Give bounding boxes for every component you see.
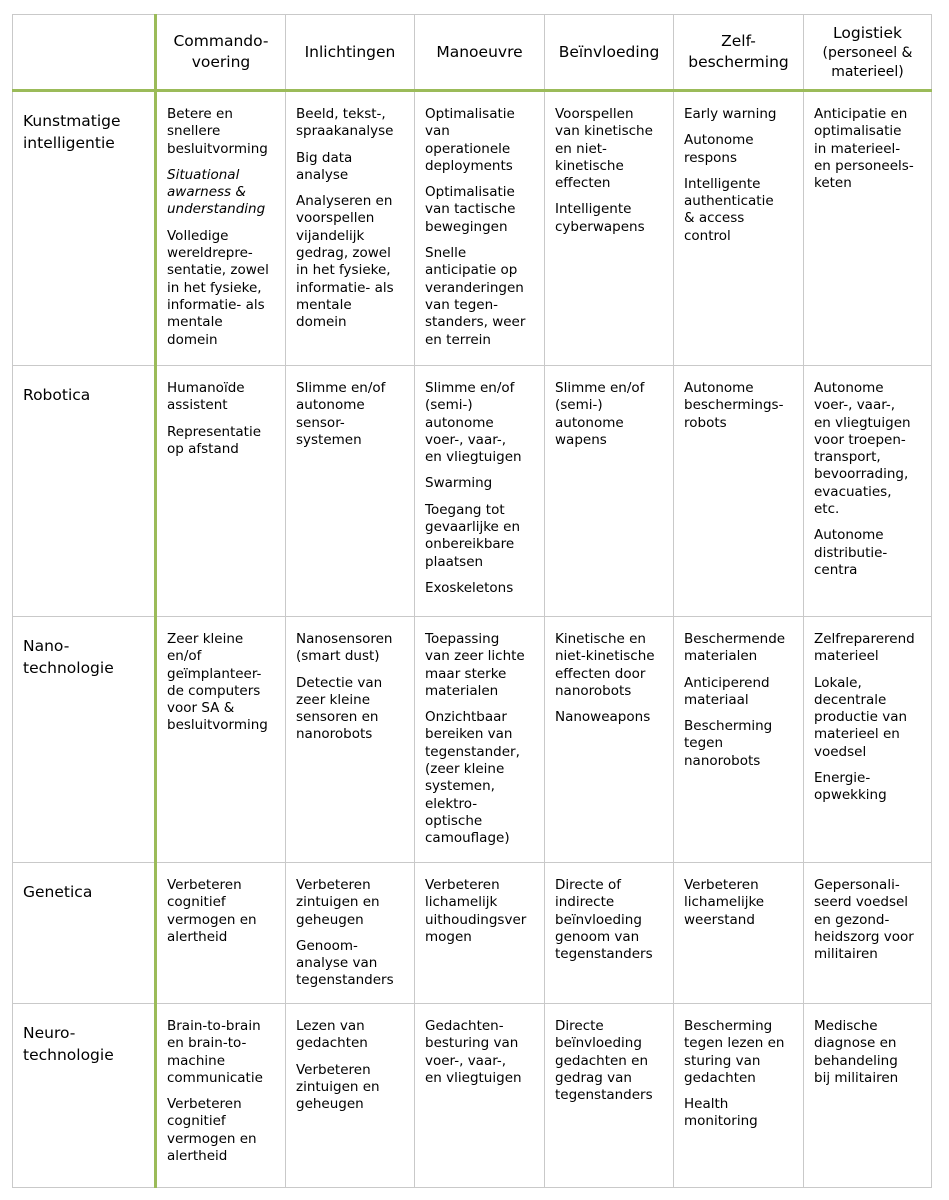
table-row-kunstmatige-intelligentie — [13, 91, 932, 366]
cell-entry: Analyseren en voorspellen vijandelijk gedrag, zowel in het fysieke, informatie- als mentale domein — [296, 193, 394, 331]
table-row-neurotechnologie — [13, 1004, 932, 1188]
table-cell-logistiek — [804, 863, 932, 1004]
table-cell-commando — [156, 366, 286, 617]
cell-entry: Directe beïnvloeding gedachten en gedrag van tegenstanders — [555, 1018, 653, 1104]
cell-entry: Nanoweapons — [555, 709, 651, 726]
table-cell-logistiek — [804, 91, 932, 366]
table-row-robotica — [13, 366, 932, 617]
cell-entry: Medische diagnose en behandeling bij militairen — [814, 1018, 899, 1086]
table-cell-beinvloeding — [545, 617, 674, 863]
table-cell-commando — [156, 617, 286, 863]
cell-entry: Slimme en/of autonome sensor- systemen — [296, 380, 386, 448]
table-cell-beinvloeding — [545, 91, 674, 366]
cell-entry: Toepassing van zeer lichte maar sterke materialen — [425, 631, 525, 699]
table-cell-manoeuvre — [415, 91, 545, 366]
table-cell-logistiek — [804, 617, 932, 863]
cell-entry: Beschermende materialen — [684, 631, 786, 665]
cell-entry: Autonome respons — [684, 132, 754, 166]
cell-entry: Lokale, decentrale productie van materieel en voedsel — [814, 674, 908, 760]
table-cell-zelfbescherming — [674, 91, 804, 366]
cell-entry: Verbeteren cognitief vermogen en alertheid — [167, 1096, 257, 1165]
cell-entry: Health monitoring — [684, 1096, 758, 1130]
cell-entry: Optimalisatie van tactische bewegingen — [425, 184, 516, 235]
cell-entry: Slimme en/of (semi-) autonome wapens — [555, 380, 645, 448]
cell-entry: Big data analyse — [296, 149, 353, 183]
table-cell-beinvloeding — [545, 863, 674, 1004]
column-header-commandovoering: Commando- voering — [156, 15, 286, 91]
column-header-inlichtingen: Inlichtingen — [286, 15, 415, 91]
table-cell-inlichtingen — [286, 863, 415, 1004]
cell-entry: Situational awarness & understanding — [167, 166, 266, 218]
cell-entry: Kinetische en niet-kinetische effecten door nanorobots — [555, 631, 655, 699]
cell-entry: Genoom- analyse van tegenstanders — [296, 937, 394, 989]
table-row-nanotechnologie — [13, 617, 932, 863]
column-header-zelfbescherming: Zelf- bescherming — [674, 15, 804, 91]
cell-entry: Optimalisatie van operationele deployments — [425, 106, 515, 174]
cell-entry: Lezen van gedachten — [296, 1018, 368, 1052]
cell-entry: Autonome beschermings- robots — [684, 380, 784, 431]
cell-entry: Slimme en/of (semi-) autonome voer-, vaar-, en vliegtuigen — [425, 380, 522, 466]
cell-entry: Verbeteren lichamelijk uithoudingsver mogen — [425, 877, 527, 945]
table-cell-manoeuvre — [415, 617, 545, 863]
table-cell-logistiek — [804, 1004, 932, 1188]
column-header-manoeuvre: Manoeuvre — [415, 15, 545, 91]
table-cell-manoeuvre — [415, 1004, 545, 1188]
cell-entry: Betere en snellere besluitvorming — [167, 106, 268, 157]
table-cell-logistiek — [804, 366, 932, 617]
cell-entry: Swarming — [425, 475, 493, 492]
cell-entry: Toegang tot gevaarlijke en onbereikbare plaatsen — [425, 501, 521, 570]
column-header-logistiek-subtitle: (personeel & materieel) — [822, 44, 913, 80]
cell-entry: Intelligente authenticatie & access control — [684, 175, 774, 244]
row-header-kunstmatige-intelligentie: Kunstmatige intelligentie — [13, 91, 156, 366]
cell-entry: Snelle anticipatie op veranderingen van tegen- standers, weer en terrein — [425, 245, 526, 348]
cell-entry: Autonome voer-, vaar-, en vliegtuigen voor troepen- transport, bevoorrading, evacuaties, etc. — [814, 380, 911, 518]
table-cell-inlichtingen — [286, 366, 415, 617]
table-cell-zelfbescherming — [674, 617, 804, 863]
cell-entry: Verbeteren zintuigen en geheugen — [296, 1061, 380, 1113]
table-row-genetica — [13, 863, 932, 1004]
header-row — [13, 15, 932, 91]
column-header-logistiek — [804, 15, 932, 91]
table-cell-beinvloeding — [545, 366, 674, 617]
table-cell-beinvloeding — [545, 1004, 674, 1188]
cell-entry: Zeer kleine en/of geïmplanteer- de computers voor SA & besluitvorming — [167, 631, 268, 734]
table-cell-zelfbescherming — [674, 1004, 804, 1188]
cell-entry: Bescherming tegen nanorobots — [684, 718, 773, 769]
row-header-genetica: Genetica — [13, 863, 156, 1004]
cell-entry: Energie- opwekking — [814, 770, 887, 804]
cell-entry: Anticipatie en optimalisatie in materieel- en personeels- keten — [814, 106, 914, 192]
row-header-neurotechnologie: Neuro- technologie — [13, 1004, 156, 1188]
column-header-beinvloeding: Beïnvloeding — [545, 15, 674, 91]
cell-entry: Exoskeletons — [425, 579, 514, 596]
cell-entry: Verbeteren zintuigen en geheugen — [296, 877, 380, 928]
cell-entry: Verbeteren lichamelijke weerstand — [684, 877, 765, 928]
table-cell-zelfbescherming — [674, 366, 804, 617]
cell-entry: Early warning — [684, 106, 777, 122]
cell-entry: Gedachten- besturing van voer-, vaar-, en vliegtuigen — [425, 1018, 522, 1086]
cell-entry: Bescherming tegen lezen en sturing van gedachten — [684, 1018, 785, 1086]
cell-entry: Volledige wereldrepre- sentatie, zowel in het fysieke, informatie- als mentale domein — [167, 227, 269, 348]
column-header-logistiek-title: Logistiek — [833, 23, 902, 42]
table-cell-manoeuvre — [415, 863, 545, 1004]
cell-entry: Nanosensoren (smart dust) — [296, 631, 393, 665]
corner-cell — [13, 15, 156, 91]
technology-capability-matrix — [12, 14, 932, 1188]
table-cell-zelfbescherming — [674, 863, 804, 1004]
table-cell-inlichtingen — [286, 617, 415, 863]
cell-entry: Gepersonali- seerd voedsel en gezond- heidszorg voor militairen — [814, 877, 914, 963]
cell-entry: Detectie van zeer kleine sensoren en nanorobots — [296, 674, 383, 743]
cell-entry: Intelligente cyberwapens — [555, 201, 645, 235]
cell-entry: Beeld, tekst-, spraakanalyse — [296, 106, 394, 140]
table-cell-manoeuvre — [415, 366, 545, 617]
cell-entry: Zelfreparerend materieel — [814, 631, 915, 665]
table-cell-commando — [156, 1004, 286, 1188]
table-cell-commando — [156, 91, 286, 366]
row-header-nanotechnologie: Nano- technologie — [13, 617, 156, 863]
cell-entry: Directe of indirecte beïnvloeding genoom van tegenstanders — [555, 877, 653, 963]
cell-entry: Onzichtbaar bereiken van tegenstander, (zeer kleine systemen, elektro- optische camouflage) — [425, 709, 520, 847]
row-header-robotica: Robotica — [13, 366, 156, 617]
table-cell-commando — [156, 863, 286, 1004]
cell-entry: Verbeteren cognitief vermogen en alertheid — [167, 877, 257, 945]
table-cell-inlichtingen — [286, 1004, 415, 1188]
cell-entry: Autonome distributie- centra — [814, 527, 888, 578]
matrix-body — [13, 91, 932, 1188]
table-cell-inlichtingen — [286, 91, 415, 366]
cell-entry: Humanoïde assistent — [167, 380, 245, 414]
cell-entry: Brain-to-brain en brain-to- machine communicatie — [167, 1018, 263, 1086]
cell-entry: Voorspellen van kinetische en niet- kinetische effecten — [555, 106, 653, 192]
cell-entry: Anticiperend materiaal — [684, 674, 770, 708]
cell-entry: Representatie op afstand — [167, 423, 262, 457]
